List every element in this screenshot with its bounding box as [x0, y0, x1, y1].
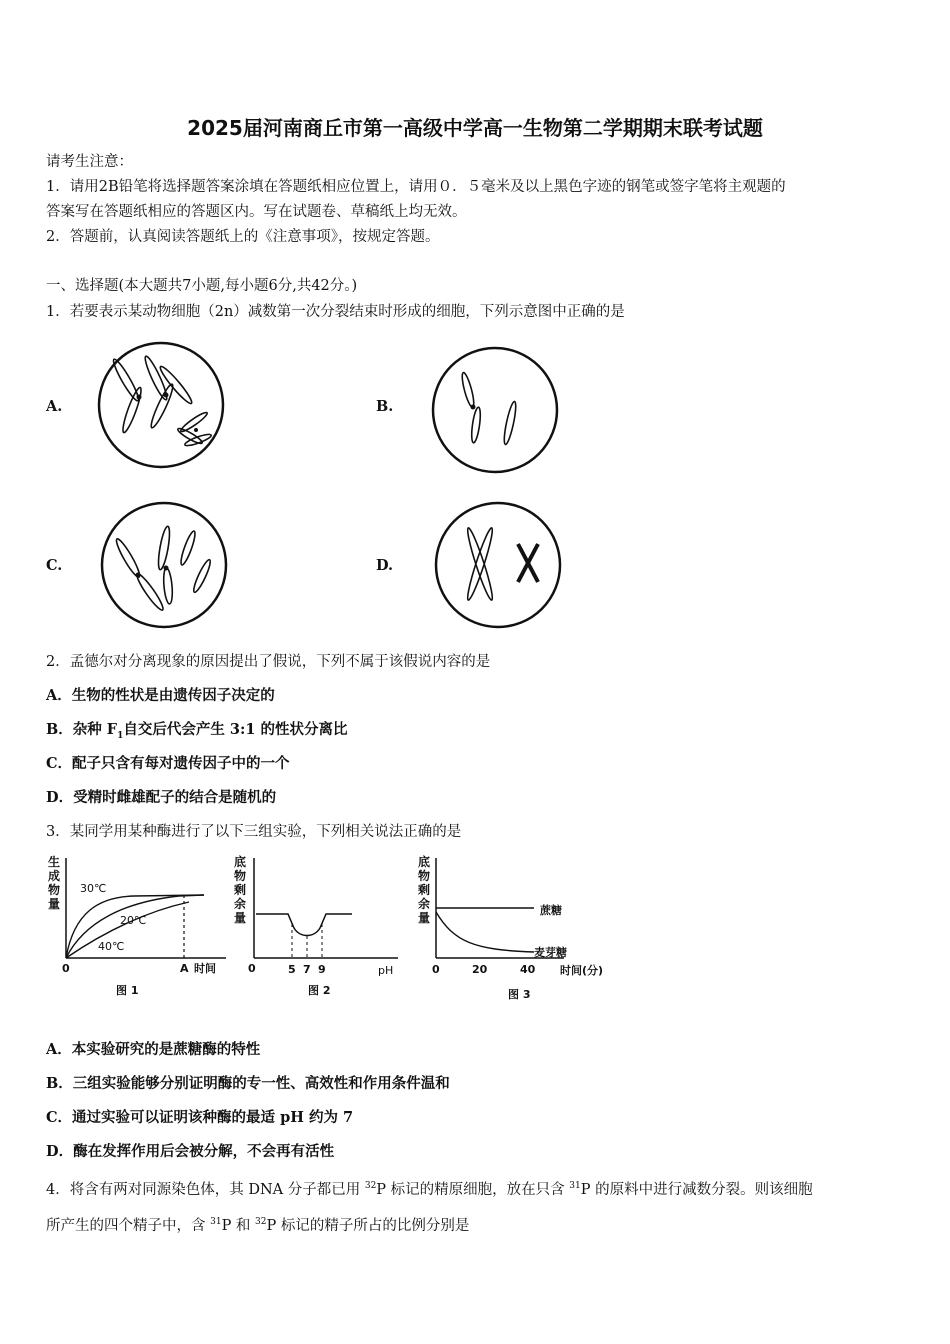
fig2-ylabel-char: 物 — [234, 869, 247, 883]
fig3-ylabel-char: 底 — [418, 855, 431, 869]
fig1-ylabel-char: 物 — [48, 883, 61, 897]
fig1-xlabel: 时间 — [194, 962, 216, 975]
q1-label-b: B. — [376, 398, 394, 415]
q3-option-d: D．酶在发挥作用后会被分解，不会再有活性 — [46, 1143, 335, 1160]
notice-heading: 请考生注意： — [46, 154, 133, 170]
fig2-caption: 图 2 — [308, 984, 331, 997]
fig3-ylabel-char: 剩 — [418, 883, 431, 897]
fig1-label-30: 30℃ — [80, 882, 107, 895]
section-heading: 一、选择题(本大题共7小题,每小题6分,共42分。) — [46, 278, 358, 294]
q2-option-a: A．生物的性状是由遗传因子决定的 — [46, 687, 275, 704]
cell-diagram-b — [430, 345, 560, 475]
fig2-ylabel-char: 余 — [234, 897, 247, 911]
fig1-ylabel-char: 成 — [48, 869, 61, 883]
page-title: 2025届河南商丘市第一高级中学高一生物第二学期期末联考试题 — [187, 116, 763, 140]
cell-diagram-c — [98, 500, 230, 630]
fig2-ylabel-char: 量 — [234, 911, 247, 925]
q1-label-d: D. — [376, 557, 394, 574]
q3-figure-2 — [230, 852, 410, 1012]
q2-option-d: D．受精时雌雄配子的结合是随机的 — [46, 789, 277, 806]
fig3-caption: 图 3 — [508, 988, 531, 1001]
fig3-ylabel-char: 物 — [418, 869, 431, 883]
q2-option-c: C．配子只含有每对遗传因子中的一个 — [46, 755, 290, 772]
q3-stem: 3．某同学用某种酶进行了以下三组实验，下列相关说法正确的是 — [46, 824, 462, 840]
fig3-ylabel-char: 量 — [418, 911, 431, 925]
notice-item-1-cont: 答案写在答题纸相应的答题区内。写在试题卷、草稿纸上均无效。 — [46, 204, 467, 220]
fig2-origin: 0 — [248, 962, 256, 975]
q3-figure-3 — [414, 852, 628, 1012]
fig2-xlabel: pH — [378, 964, 394, 977]
q1-stem: 1．若要表示某动物细胞（2n）减数第一次分裂结束时形成的细胞，下列示意图中正确的是 — [46, 304, 625, 320]
fig1-label-40: 40℃ — [98, 940, 125, 953]
q3-option-a: A．本实验研究的是蔗糖酶的特性 — [46, 1041, 261, 1058]
fig3-maltose-curve — [436, 912, 534, 952]
notice-item-1: 1．请用2B铅笔将选择题答案涂填在答题纸相应位置上，请用０．５毫米及以上黑色字迹的钢笔或签字笔将主观题的 — [46, 179, 786, 195]
fig2-tick-9: 9 — [318, 963, 326, 976]
fig3-tick-40: 40 — [520, 963, 536, 976]
q4-stem-line-1: 4．将含有两对同源染色体，其 DNA 分子都已用 $^{32}$P 标记的精原细胞，放在只含 $^{31}$P 的原料中进行减数分裂。则该细胞 — [46, 1181, 813, 1198]
fig2-ylabel-char: 剩 — [234, 883, 247, 897]
fig2-tick-7: 7 — [303, 963, 311, 976]
q3-option-c: C．通过实验可以证明该种酶的最适 pH 约为 7 — [46, 1109, 354, 1126]
cell-diagram-d — [432, 500, 564, 630]
fig3-origin: 0 — [432, 963, 440, 976]
fig3-ylabel-char: 余 — [418, 897, 431, 911]
q3-option-b: B．三组实验能够分别证明酶的专一性、高效性和作用条件温和 — [46, 1075, 450, 1092]
q2-option-b: B．杂种 $F_1$自交后代会产生 3:1 的性状分离比 — [46, 721, 348, 741]
fig1-ylabel-char: 生 — [48, 855, 61, 869]
fig1-origin: 0 — [62, 962, 70, 975]
fig2-tick-5: 5 — [288, 963, 296, 976]
fig1-a: A — [180, 962, 189, 975]
q1-label-a: A. — [46, 398, 63, 415]
fig1-label-20: 20℃ — [120, 914, 147, 927]
fig1-caption: 图 1 — [116, 984, 139, 997]
q3-figure-1 — [44, 852, 234, 1012]
fig2-ylabel-char: 底 — [234, 855, 247, 869]
fig3-sucrose-label: 蔗糖 — [540, 904, 562, 917]
q1-label-c: C. — [46, 557, 63, 574]
q4-stem-line-2: 所产生的四个精子中，含 $^{31}$P 和 $^{32}$P 标记的精子所占的比例分别是 — [46, 1217, 470, 1234]
fig1-ylabel-char: 量 — [48, 897, 61, 911]
fig3-xlabel: 时间(分) — [560, 964, 604, 977]
cell-diagram-a — [96, 340, 226, 470]
notice-item-2: 2．答题前，认真阅读答题纸上的《注意事项》，按规定答题。 — [46, 229, 440, 245]
fig3-maltose-label: 麦芽糖 — [534, 946, 567, 959]
q2-stem: 2．孟德尔对分离现象的原因提出了假说，下列不属于该假说内容的是 — [46, 654, 491, 670]
fig1-curve-40 — [66, 902, 189, 958]
fig2-curve — [256, 914, 352, 936]
fig3-tick-20: 20 — [472, 963, 488, 976]
